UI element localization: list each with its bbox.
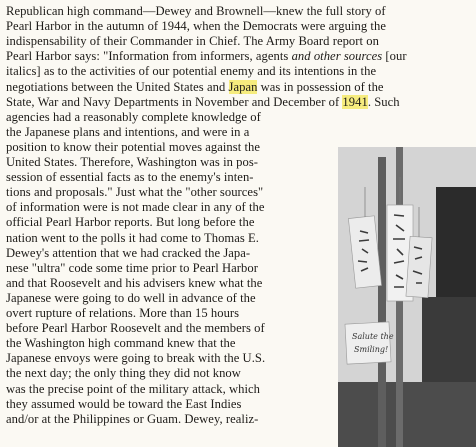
text-segment: and that Roosevelt and his advisers knew what the [6,275,263,290]
text-segment: Republican high command—Dewey and Brownell—knew the full story of [6,4,386,18]
text-segment: the Washington high command knew that the [6,336,236,351]
photo-post-left [378,157,386,447]
text-segment: overt rupture of relations. More than 15 hours [6,306,240,320]
text-line [6,321,265,336]
text-segment: nese "ultra" code some time prior to Pearl Harbor [6,260,258,275]
text-segment: Dewey's attention that we had cracked the Japa- [6,245,251,260]
text-line [6,382,260,397]
text-segment: agencies had a reasonably complete knowledge of [6,109,261,124]
text-segment: State, War and Navy Departments in November and December of [6,94,343,109]
text-line [6,246,250,261]
text-segment: negotiations between the United States and [6,79,229,94]
photo-sign-line-1: Salute the [352,332,394,341]
text-line [6,215,254,230]
text-segment: before Pearl Harbor Roosevelt and the members of [6,321,265,336]
highlighted-term: Japan [228,79,258,94]
text-segment: italics] as to the activities of our potential enemy and its intentions in the [6,64,377,79]
italic-emphasis: and other sources [291,49,383,64]
photo-illustration [338,147,476,447]
text-line [6,291,256,306]
photo-paper-sign-3 [406,236,432,297]
text-segment: was the precise point of the military attack, which [6,381,260,396]
text-line [6,336,236,351]
text-line [6,95,400,110]
photo-english-sign [345,322,391,364]
text-line [6,366,241,381]
text-line [6,140,260,155]
text-segment: indispensability of their Commander in Chief. The Army Board report on [6,34,379,49]
text-line [6,4,386,19]
text-line [6,125,249,140]
text-segment: tions and proposals." Just what the "other sources" [6,185,264,200]
text-segment: United States. Therefore, Washington was in pos- [6,155,259,169]
text-line [6,397,241,412]
text-segment: the next day; the only thing they did not know [6,366,241,381]
text-segment: Pearl Harbor in the autumn of 1944, when the Democrats were arguing the [6,19,386,34]
text-segment: nation went to the polls it had come to Thomas E. [6,230,260,245]
text-segment: official Pearl Harbor reports. But long before the [6,215,255,230]
text-segment: they assumed would be toward the East Indies [6,396,242,411]
text-line [6,276,262,291]
text-line [6,34,379,49]
text-line [6,351,265,366]
text-line [6,200,265,215]
text-line [6,19,386,34]
text-line [6,155,258,170]
text-segment: was in possession of the [257,79,384,94]
photo-ground [338,382,476,447]
text-line [6,64,376,79]
highlighted-term: 1941 [342,94,368,109]
text-segment: session of essential facts as to the enemy's inten- [6,170,254,185]
photo-sign-line-2: Smiling! [354,345,389,354]
text-segment: and/or at the Philippines or Guam. Dewey, realiz- [6,411,259,426]
text-line [6,170,254,185]
text-line [6,306,239,321]
text-line [6,412,258,427]
text-segment: [our [382,49,407,64]
text-line [6,261,258,276]
text-line [6,185,263,200]
text-segment: position to know their potential moves against the [6,139,260,154]
photo-japanese-signs [338,147,476,447]
text-segment: Japanese were going to do well in advance of the [6,290,256,305]
text-segment: of information were is not made clear in any of the [6,200,265,215]
text-line [6,80,384,95]
text-segment: Japanese envoys were going to break with the U.S. [6,351,266,366]
text-line [6,49,407,64]
text-line [6,110,261,125]
text-line [6,231,259,246]
text-segment: the Japanese plans and intentions, and were in a [6,124,250,139]
text-segment: Pearl Harbor says: "Information from informers, agents [6,49,292,64]
text-segment: . Such [367,94,400,109]
